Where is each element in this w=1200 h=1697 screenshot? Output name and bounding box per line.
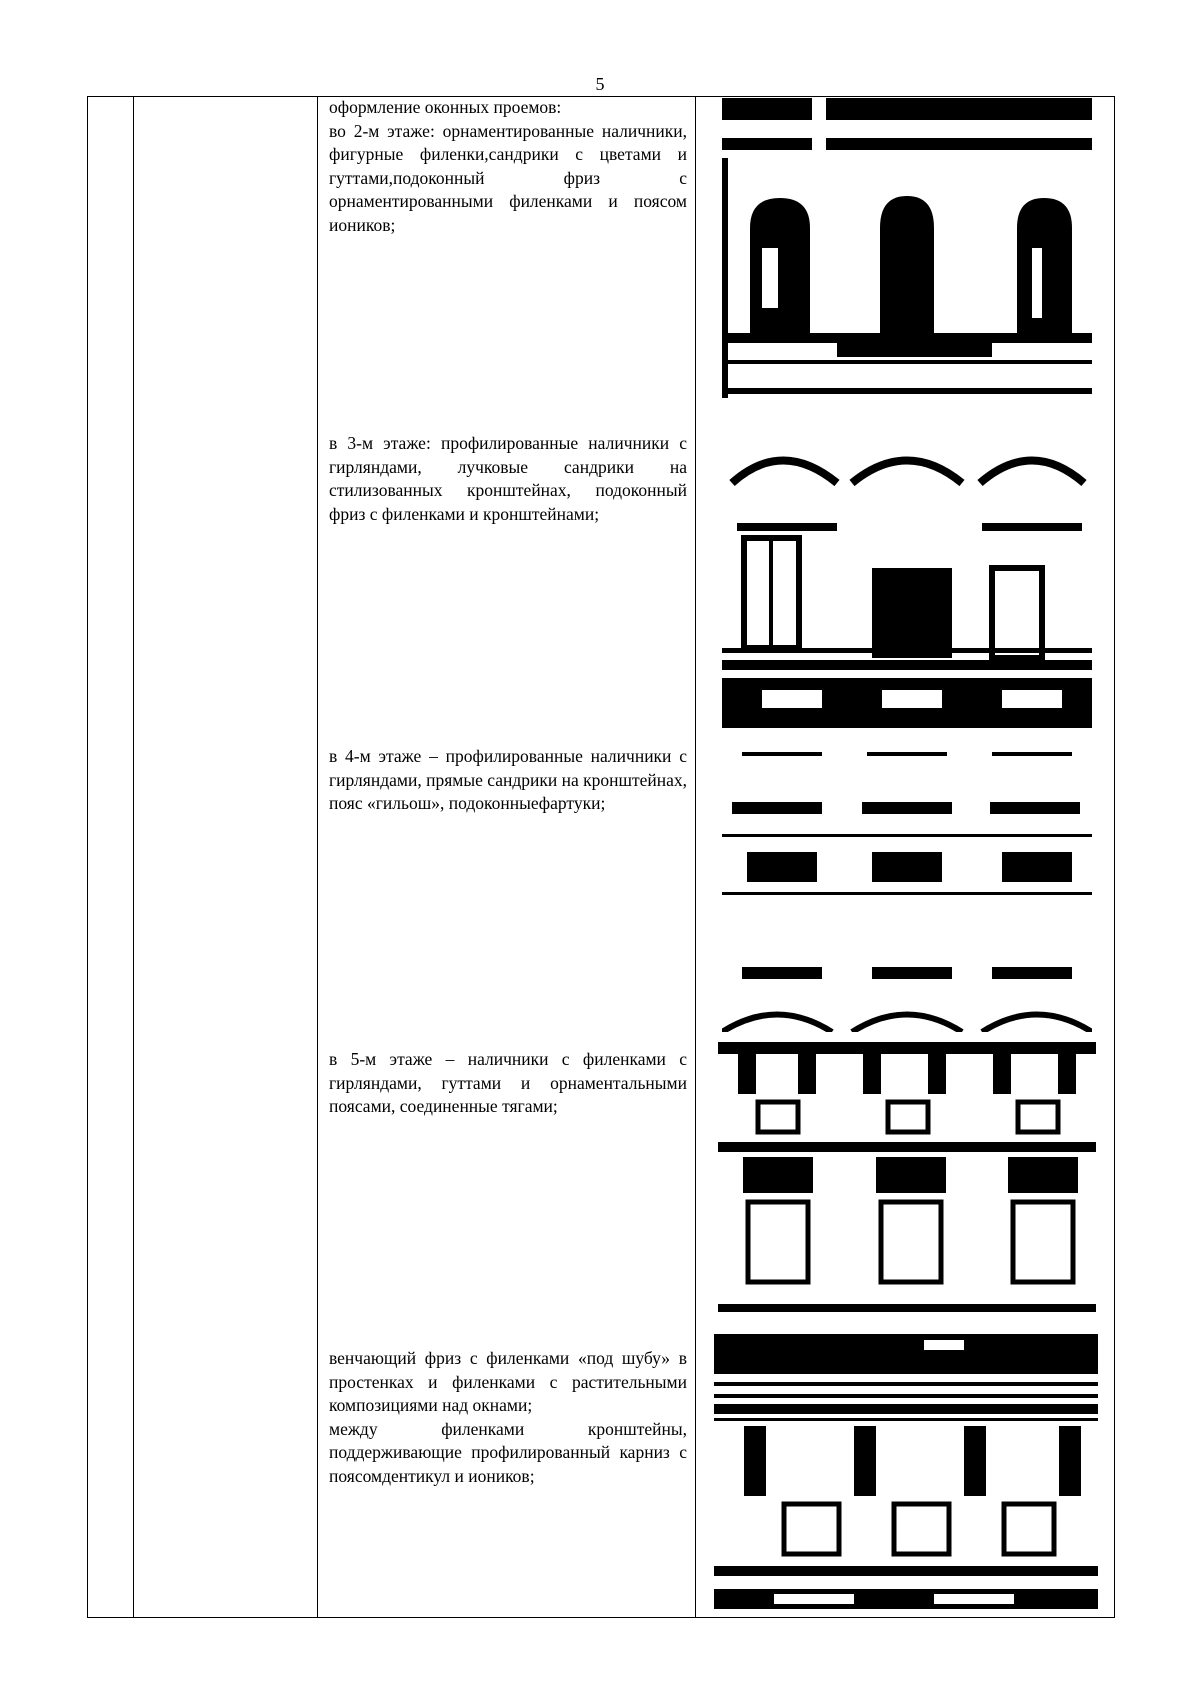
description-row-3: [329, 745, 687, 816]
column-divider-3: [695, 96, 696, 1618]
facade-photo-crowning-frieze: [714, 1334, 1098, 1614]
column-divider-1: [133, 96, 134, 1618]
description-paragraph: в 3-м этаже: профилированные наличники с гирляндами, лучковые сандрики на стилизованных кронштейнах, подоконный фриз с филенками и кронштейнами;: [329, 433, 687, 524]
description-row-1: [329, 96, 687, 237]
description-paragraph: в 5-м этаже – наличники с филенками с гирляндами, гуттами и орнаментальными поясами, соединенные тягами;: [329, 1049, 687, 1116]
description-paragraph: во 2-м этаже: орнаментированные наличники, фигурные филенки,сандрики с цветами и гуттами,подоконный фриз с орнаментированными филенками и поясом иоников;: [329, 120, 687, 235]
description-paragraph: оформление оконных проемов:: [329, 97, 562, 117]
description-paragraph: между филенками кронштейны, поддерживающие профилированный карниз с поясомдентикул и иоников;: [329, 1418, 687, 1486]
column-divider-2: [317, 96, 318, 1618]
description-row-4: [329, 1048, 687, 1119]
description-row-2: [329, 432, 687, 526]
description-paragraph: в 4-м этаже – профилированные наличники с гирляндами, прямые сандрики на кронштейнах, пояс «гильош», подоконныефартуки;: [329, 746, 687, 813]
page-number: 5: [595, 74, 605, 94]
facade-photo-floor-2: [722, 98, 1092, 398]
facade-photo-floor-4: [722, 742, 1092, 1032]
facade-photo-floor-3: [722, 428, 1092, 728]
facade-photo-floor-5: [718, 1042, 1096, 1322]
description-row-5: [329, 1347, 687, 1488]
description-paragraph: венчающий фриз с филенками «под шубу» в простенках и филенками с растительными композициями над окнами;: [329, 1348, 687, 1415]
